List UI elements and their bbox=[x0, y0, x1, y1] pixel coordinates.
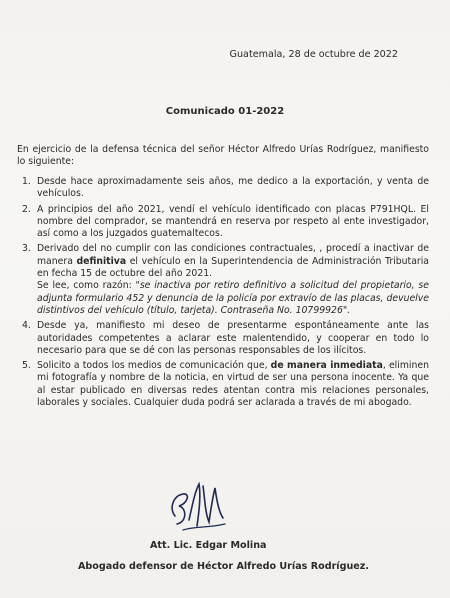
item-text: A principios del año 2021, vendí el vehículo identificado con placas P791HQL. El nombre del comprador, se mantendrá en reserva por respeto al ente investigador, así como a los juzgados guatemaltecos. bbox=[37, 203, 429, 240]
item-text-bold: de manera inmediata bbox=[270, 360, 383, 372]
item-text: Desde ya, manifiesto mi deseo de presentarme espontáneamente ante las autoridades competentes a aclarar este malentendido, y cooperar en todo lo necesario para que se dé con las personas responsables de los ilícitos. bbox=[37, 320, 429, 356]
item-text: Desde hace aproximadamente seis años, me dedico a la exportación, y venta de vehículos. bbox=[37, 176, 429, 200]
item-text-part: Solicito a todos los medios de comunicación que, bbox=[37, 360, 271, 372]
item-text bbox=[37, 243, 429, 280]
item-subtext bbox=[37, 280, 429, 317]
item-text-part: , eliminen mi fotografía y nombre de la noticia, en virtud de ser una persona inocente. Ya que al estar publicado en diversas redes atentan contra mis relaciones personales, laborales y sociales. Cualquier duda podrá ser aclarada a través de mi abogado. bbox=[37, 360, 429, 409]
item-text-bold: definitiva bbox=[76, 255, 127, 267]
list-item bbox=[17, 204, 429, 241]
list-item bbox=[17, 176, 429, 201]
signer-role: Abogado defensor de Héctor Alfredo Urías Rodríguez. bbox=[78, 561, 370, 572]
list-item bbox=[17, 360, 429, 409]
item-text-part: el vehículo en la Superintendencia de Administración Tributaria en fecha 15 de octubre del año 2021. bbox=[37, 255, 429, 280]
item-number: 2. bbox=[22, 203, 31, 215]
item-text-part: Se lee, como razón: bbox=[37, 280, 136, 292]
signer-name: Att. Lic. Edgar Molina bbox=[150, 540, 267, 551]
item-number: 1. bbox=[22, 176, 31, 187]
item-number: 3. bbox=[22, 243, 31, 255]
list-item bbox=[17, 320, 429, 357]
handwritten-signature bbox=[165, 478, 235, 538]
item-quote: "se inactiva por retiro definitivo a solicitud del propietario, se adjunta formulario 452 y denuncia de la policía por extravío de las placas, devuelve distintivos del vehículo (título, tarjeta). Contraseña No. 10799926". bbox=[37, 280, 429, 316]
numbered-list bbox=[17, 176, 429, 412]
item-text bbox=[37, 360, 429, 409]
item-number: 5. bbox=[22, 360, 31, 372]
document-title: Comunicado 01-2022 bbox=[165, 106, 285, 117]
item-number: 4. bbox=[22, 320, 31, 332]
list-item bbox=[17, 243, 429, 317]
intro-paragraph: En ejercicio de la defensa técnica del señor Héctor Alfredo Urías Rodríguez, manifiesto lo siguiente: bbox=[17, 144, 429, 168]
document-date: Guatemala, 28 de octubre de 2022 bbox=[229, 49, 398, 60]
item-text-part: Derivado del no cumplir con las condiciones contractuales, , procedí a inactivar de manera bbox=[37, 243, 429, 267]
